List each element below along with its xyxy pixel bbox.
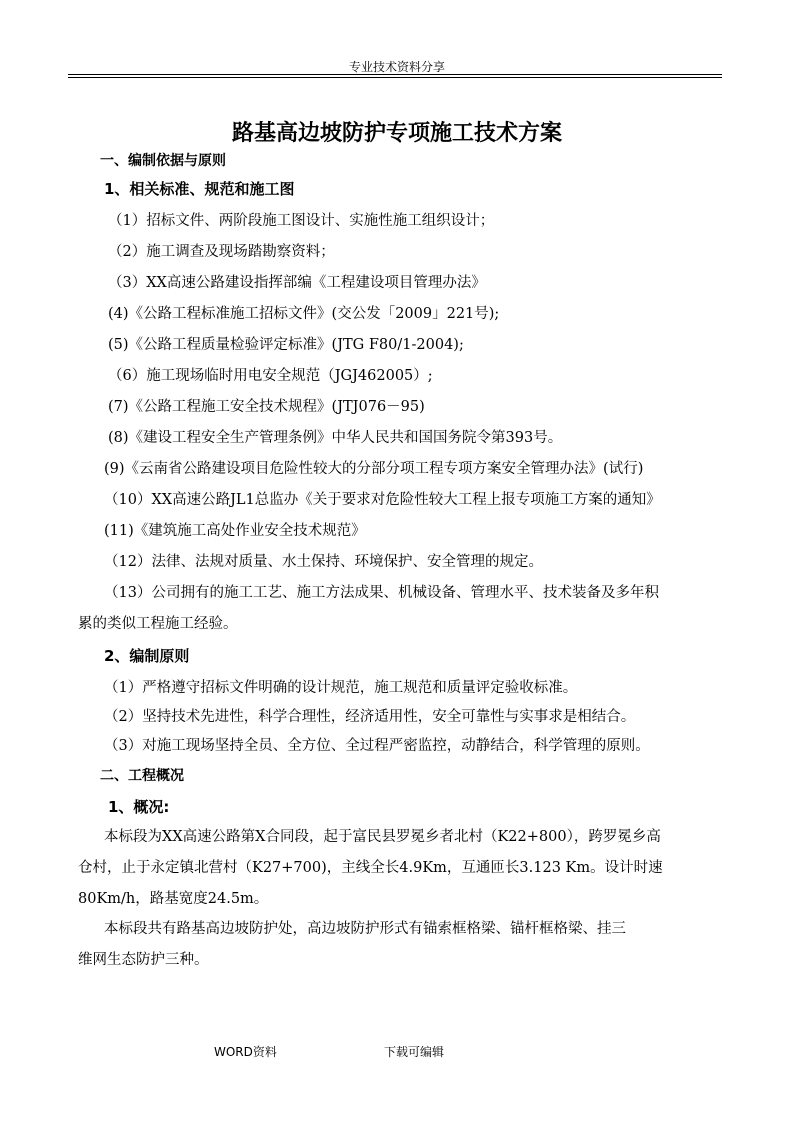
list-item: （3）XX高速公路建设指挥部编《工程建设项目管理办法》 — [108, 275, 486, 291]
header-rule — [68, 74, 722, 75]
page-header: 专业技术资料分享 — [348, 60, 445, 74]
list-item: (9)《云南省公路建设项目危险性较大的分部分项工程专项方案安全管理办法》(试行) — [104, 461, 644, 477]
subsection-heading-1-1: 1、相关标准、规范和施工图 — [104, 180, 295, 198]
list-item: （6）施工现场临时用电安全规范（JGJ462005）; — [108, 368, 433, 384]
list-item: (7)《公路工程施工安全技术规程》(JTJ076－95) — [108, 399, 425, 415]
list-item: (11)《建筑施工高处作业安全技术规范》 — [104, 523, 366, 539]
list-item: （3）对施工现场坚持全员、全方位、全过程严密监控，动静结合，科学管理的原则。 — [104, 738, 650, 754]
section-heading-1: 一、编制依据与原则 — [100, 153, 226, 169]
subsection-heading-2-1: 1、概况: — [108, 798, 170, 816]
header-rule-thin — [68, 77, 722, 78]
list-item: （2）施工调查及现场踏勘察资料； — [108, 244, 335, 260]
subsection-heading-1-2: 2、编制原则 — [104, 647, 190, 665]
section-heading-2: 二、工程概况 — [100, 768, 184, 784]
list-item: （12）法律、法规对质量、水土保持、环境保护、安全管理的规定。 — [104, 554, 543, 570]
list-item: （10）XX高速公路JL1总监办《关于要求对危险性较大工程上报专项施工方案的通知》 — [104, 492, 661, 508]
list-item: (4)《公路工程标准施工招标文件》(交公发「2009」221号); — [108, 306, 500, 322]
list-item: （13）公司拥有的施工工艺、施工方法成果、机械设备、管理水平、技术装备及多年积 — [104, 585, 659, 601]
paragraph-line: 本标段为XX高速公路第X合同段，起于富民县罗冕乡者北村（K22+800），跨罗冕乡高 — [104, 829, 661, 845]
footer-left: WORD资料 — [214, 1045, 277, 1059]
document-title: 路基高边坡防护专项施工技术方案 — [231, 120, 562, 146]
list-item-continuation: 累的类似工程施工经验。 — [78, 616, 238, 632]
paragraph-line: 仓村，止于永定镇北营村（K27+700)，主线全长4.9Km，互通匝长3.123 Km。设计时速 — [78, 860, 663, 876]
list-item: （2）坚持技术先进性，科学合理性，经济适用性，安全可靠性与实事求是相结合。 — [104, 709, 636, 725]
paragraph-line: 80Km/h，路基宽度24.5m。 — [78, 891, 269, 907]
paragraph-line: 维网生态防护三种。 — [78, 952, 209, 968]
list-item: (5)《公路工程质量检验评定标准》(JTG F80/1-2004); — [108, 337, 464, 353]
list-item: （1）严格遵守招标文件明确的设计规范，施工规范和质量评定验收标准。 — [104, 680, 578, 696]
list-item: (8)《建设工程安全生产管理条例》中华人民共和国国务院令第393号。 — [108, 430, 563, 446]
list-item: （1）招标文件、两阶段施工图设计、实施性施工组织设计； — [108, 213, 495, 229]
paragraph-line: 本标段共有路基高边坡防护处，高边坡防护形式有锚索框格梁、锚杆框格梁、挂三 — [104, 921, 626, 937]
footer-right: 下载可编辑 — [384, 1045, 445, 1059]
